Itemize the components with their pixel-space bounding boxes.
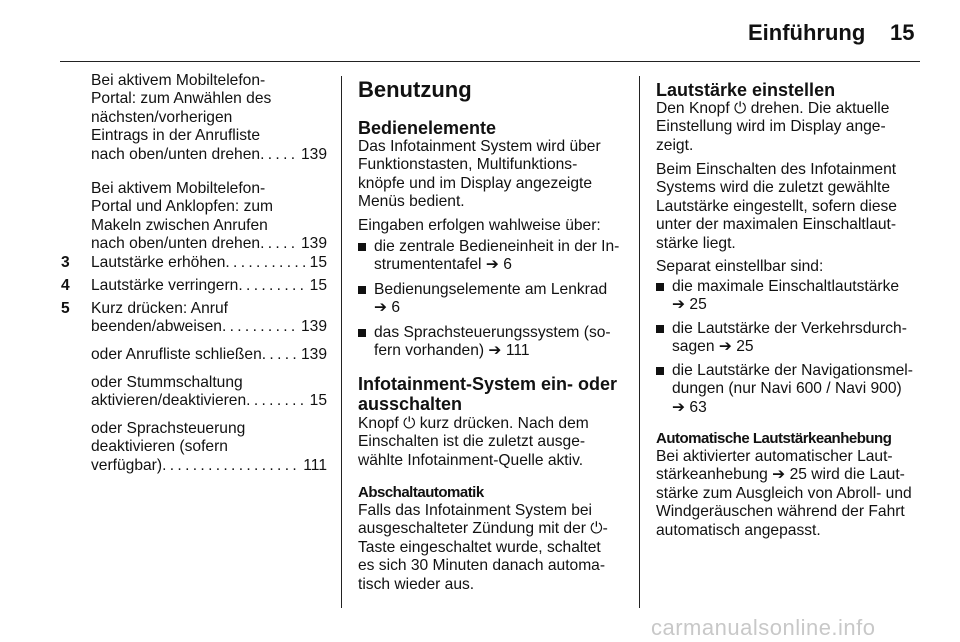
item-text: Lautstärke erhöhen [91,254,226,271]
header-rule [60,61,920,62]
text-line: ➔ 6 [374,299,401,317]
text-line: Einschalten ist die zuletzt ausge- [358,433,586,451]
subheading-bedienelemente: Bedienelemente [358,118,497,138]
leader-dots [222,318,299,336]
text-line: es sich 30 Minuten danach automa- [358,557,606,575]
paragraph-separate: Separat einstellbar sind: [656,258,824,275]
bullet-text [672,320,907,357]
text-line: dungen (nur Navi 600 / Navi 900) [672,380,902,398]
bullet-marker [358,329,366,337]
leader-dots [262,346,299,364]
text-line: stärkeanhebung ➔ 25 wird die Laut- [656,466,905,484]
item-text: nach oben/unten drehen [91,235,261,253]
list-item [61,254,327,272]
bullet-marker [656,283,664,291]
item-text: aktivieren/deaktivieren [91,392,247,410]
chapter-title: Einführung [748,20,866,45]
text-line: Falls das Infotainment System bei [358,502,593,519]
page-reference: 139 [300,145,327,163]
text-line: Den Knopf ⏻ drehen. Die aktuelle [656,100,890,117]
paragraph-volume-knob [656,100,889,155]
item-entry [91,235,327,253]
leader-dots [260,235,299,253]
list-item [91,72,327,164]
text-line: Windgeräuschen während der Fahrt [656,503,905,521]
page-reference: 15 [309,254,327,271]
page-reference: 15 [309,392,327,410]
item-text: beenden/abweisen [91,318,222,336]
text-line: wählte Infotainment-Quelle aktiv. [358,451,584,469]
list-item [91,346,327,364]
text-line: Einstellung wird im Display ange- [656,118,886,136]
item-text-line: oder Sprachsteuerung [91,420,246,437]
list-item [91,420,327,475]
text-line: sagen ➔ 25 [672,338,754,356]
text-line: zeigt. [656,136,694,154]
text-line: knöpfe und im Display angezeigte [358,174,593,192]
paragraph-auto-volume [656,448,912,540]
text-line: strumententafel ➔ 6 [374,256,512,274]
text-line: die maximale Einschaltlautstärke [672,278,900,295]
subheading-volume: Lautstärke einstellen [656,80,836,100]
list-item [91,180,327,254]
section-heading: Benutzung [358,77,472,102]
page-reference: 15 [309,277,327,294]
item-number: 5 [61,300,70,317]
page-header [0,0,960,62]
text-line: Taste eingeschaltet wurde, schaltet [358,538,601,556]
leader-dots [260,146,299,164]
item-entry [91,318,327,336]
text-line: Bei aktivierter automatischer Laut- [656,448,893,465]
column-divider-left [341,76,342,608]
page-reference: 139 [300,235,327,253]
text-line: stärke liegt. [656,234,736,252]
heading-line: ausschalten [358,394,463,414]
item-text-line: deaktivieren (sofern [91,438,228,456]
watermark: carmanualsonline.info [651,615,876,640]
subheading-auto-volume: Automatische Lautstärkeanhebung [656,430,892,447]
subheading-power [358,374,617,414]
item-text-line: oder Stummschaltung [91,374,243,391]
item-text-line: Portal und Anklopfen: zum [91,198,274,216]
text-line: die Lautstärke der Navigationsmel- [672,362,913,379]
text-line: automatisch angepasst. [656,521,821,539]
paragraph-intro [358,138,601,212]
item-text-line: nächsten/vorherigen [91,108,233,126]
text-line: fern vorhanden) ➔ 111 [374,342,530,360]
list-item [61,277,327,295]
item-number: 3 [61,254,70,271]
page-reference: 139 [300,346,327,363]
text-line: Funktionstasten, Multifunktions- [358,156,578,174]
subheading-abschaltautomatik: Abschaltautomatik [358,484,484,501]
text-line: Lautstärke eingestellt, sofern diese [656,197,897,215]
text-line: tisch wieder aus. [358,575,475,593]
item-text-line: Makeln zwischen Anrufen [91,216,268,234]
item-text-line: Kurz drücken: Anruf [91,300,228,317]
item-entry [91,457,327,475]
leader-dots [238,277,307,295]
item-entry [91,392,327,410]
text-line: das Sprachsteuerungssystem (so- [374,324,611,341]
page-reference: 111 [303,456,327,474]
heading-line: Infotainment-System ein- oder [358,374,618,394]
bullet-marker [656,325,664,333]
text-line: Menüs bedient. [358,193,465,211]
item-entry [91,346,327,364]
text-line: Systems wird die zuletzt gewählte [656,179,891,197]
bullet-text [374,238,619,275]
text-line: die zentrale Bedieneinheit in der In- [374,238,620,255]
item-text-line: Eintrags in der Anrufliste [91,127,261,145]
item-text: nach oben/unten drehen [91,145,261,163]
bullet-text [374,324,611,361]
text-line: ➔ 63 [672,398,707,416]
bullet-marker [358,243,366,251]
paragraph-inputs: Eingaben erfolgen wahlweise über: [358,217,601,234]
text-line: Das Infotainment System wird über [358,138,601,155]
text-line: unter der maximalen Einschaltlaut- [656,216,897,234]
bullet-marker [656,367,664,375]
list-item [91,374,327,411]
leader-dots [225,254,307,272]
item-number: 4 [61,277,70,294]
paragraph-power [358,415,589,470]
leader-dots [246,392,307,410]
bullet-text [672,362,913,417]
paragraph-startup-volume [656,161,897,253]
text-line: die Lautstärke der Verkehrsdurch- [672,320,907,337]
text-line: Beim Einschalten des Infotainment [656,161,897,178]
page-reference: 139 [300,318,327,336]
text-line: Knopf ⏻ kurz drücken. Nach dem [358,415,589,432]
paragraph-auto-off [358,502,608,594]
item-text: Lautstärke verringern [91,277,239,294]
item-text-line: Bei aktivem Mobiltelefon- [91,72,266,89]
item-entry [91,146,327,164]
leader-dots [162,457,301,475]
item-text-line: Portal: zum Anwählen des [91,90,272,108]
item-entry [91,254,327,272]
list-item [61,300,327,337]
bullet-text [672,278,899,315]
text-line: ausgeschalteter Zündung mit der ⏻- [358,520,608,538]
text-line: stärke zum Ausgleich von Abroll- und [656,484,912,502]
text-line: ➔ 25 [672,296,707,314]
item-text-line: Bei aktivem Mobiltelefon- [91,180,266,197]
page-number: 15 [890,20,915,45]
bullet-marker [358,286,366,294]
column-divider-right [639,76,640,608]
item-text: oder Anrufliste schließen [91,346,262,363]
bullet-text [374,281,607,318]
item-text: verfügbar) [91,456,163,474]
item-entry [91,277,327,295]
text-line: Bedienungselemente am Lenkrad [374,281,608,298]
